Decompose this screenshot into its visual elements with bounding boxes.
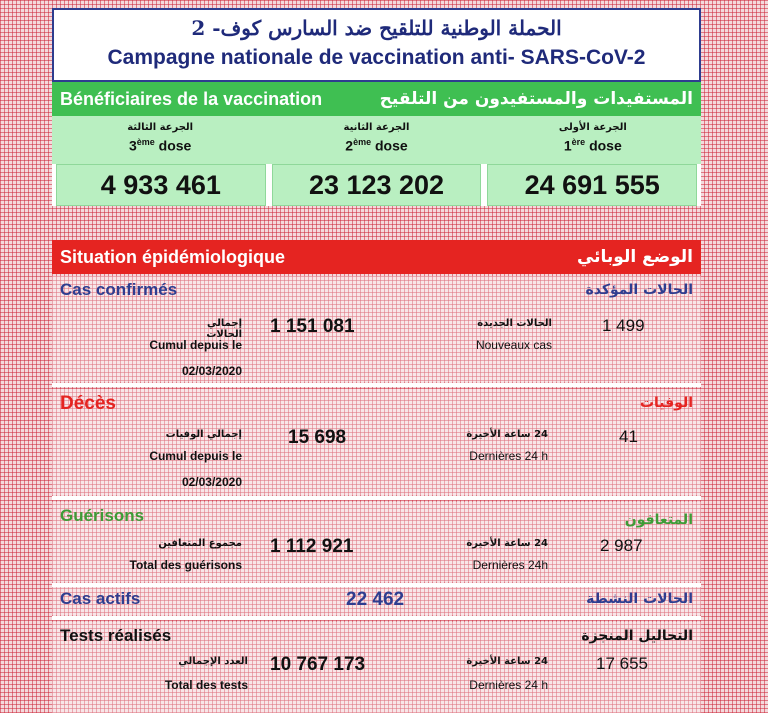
dose-3-word: dose xyxy=(158,137,192,154)
active-value: 22 462 xyxy=(346,589,405,610)
confirmed-new-label-fr: Nouveaux cas xyxy=(475,338,552,352)
tests-total-value: 10 767 173 xyxy=(270,654,366,675)
dose-3-header xyxy=(52,116,268,164)
dose-3-sup: ème xyxy=(136,137,155,147)
confirmed-cumul-label: Cumul depuis le xyxy=(149,338,242,352)
recovered-last-label-fr: Dernières 24h xyxy=(472,558,548,572)
divider xyxy=(52,383,701,387)
deaths-last-value: 41 xyxy=(619,427,638,446)
recovered-total-label-fr: Total des guérisons xyxy=(129,558,242,572)
dose-1-label-ar: الجرعة الأولى xyxy=(558,122,627,133)
recovered-total-label-ar: مجموع المتعافين xyxy=(158,538,242,549)
tests-section xyxy=(52,622,701,713)
dose-1-value: 24 691 555 xyxy=(487,164,697,206)
deaths-section xyxy=(52,389,701,495)
dose-2-sup: ème xyxy=(353,137,372,147)
confirmed-section xyxy=(52,276,701,382)
divider xyxy=(52,616,701,620)
campaign-title-fr: Campagne nationale de vaccination anti- SARS-CoV-2 xyxy=(107,46,646,69)
deaths-title-fr: Décès xyxy=(60,393,116,414)
confirmed-date: 02/03/2020 xyxy=(181,364,242,378)
deaths-last-label-fr: Dernières 24 h xyxy=(469,449,548,463)
epi-label-fr: Situation épidémiologique xyxy=(60,246,285,267)
dose-1-num: 1 xyxy=(563,137,572,154)
deaths-last-label-ar: 24 ساعة الأخيرة xyxy=(466,429,548,440)
confirmed-new-value: 1 499 xyxy=(602,316,645,335)
dose-headers xyxy=(52,116,701,164)
tests-title-ar: التحاليل المنجزة xyxy=(581,628,693,644)
dose-2-value: 23 123 202 xyxy=(272,164,482,206)
dose-1-header xyxy=(485,116,701,164)
dose-2-num: 2 xyxy=(345,137,354,154)
deaths-total-value: 15 698 xyxy=(288,427,347,448)
dose-3-value: 4 933 461 xyxy=(56,164,266,206)
recovered-total-value: 1 112 921 xyxy=(270,536,354,557)
tests-total-label-fr: Total des tests xyxy=(164,678,248,692)
dose-2-header xyxy=(268,116,484,164)
deaths-date: 02/03/2020 xyxy=(181,475,242,489)
beneficiaries-band xyxy=(52,82,701,116)
epi-band xyxy=(52,240,701,274)
dose-3-num: 3 xyxy=(128,137,137,154)
tests-total-label-ar: العدد الإجمالي xyxy=(178,656,248,667)
campaign-header xyxy=(52,8,701,82)
divider xyxy=(52,496,701,500)
dose-3-label-ar: الجرعة الثالثة xyxy=(127,122,194,133)
campaign-title-ar: الحملة الوطنية للتلقيح ضد السارس كوف- 2 xyxy=(191,16,562,40)
deaths-total-label-ar: إجمالي الوفيات xyxy=(165,429,242,440)
recovered-title-fr: Guérisons xyxy=(60,506,145,525)
tests-last-label-fr: Dernières 24 h xyxy=(469,678,548,692)
dose-1-word: dose xyxy=(589,137,622,154)
active-section xyxy=(52,587,701,615)
recovered-last-label-ar: 24 ساعة الأخيرة xyxy=(466,538,548,549)
active-title-fr: Cas actifs xyxy=(60,589,141,608)
recovered-section xyxy=(52,502,701,582)
dose-2-label-ar: الجرعة الثانية xyxy=(343,122,410,133)
beneficiaries-label-fr: Bénéficiaires de la vaccination xyxy=(60,88,323,109)
tests-last-label-ar: 24 ساعة الأخيرة xyxy=(466,656,548,667)
confirmed-title-fr: Cas confirmés xyxy=(60,280,178,299)
tests-last-value: 17 655 xyxy=(596,654,648,673)
confirmed-total-label-ar: إجمالي الحالات xyxy=(206,318,242,340)
confirmed-new-label-ar: الحالات الجديدة xyxy=(477,318,552,329)
active-title-ar: الحالات النشطة xyxy=(586,591,693,607)
dose-2-word: dose xyxy=(375,137,408,154)
deaths-cumul-label: Cumul depuis le xyxy=(149,449,242,463)
deaths-title-ar: الوفيات xyxy=(639,395,693,411)
epi-label-ar: الوضع الوبائي xyxy=(576,247,693,267)
dose-values xyxy=(52,164,701,206)
recovered-title-ar: المتعافون xyxy=(624,512,693,528)
tests-title-fr: Tests réalisés xyxy=(60,626,172,645)
confirmed-total-value: 1 151 081 xyxy=(270,316,355,337)
beneficiaries-label-ar: المستفيدات والمستفيدون من التلقيح xyxy=(379,89,693,109)
recovered-last-value: 2 987 xyxy=(600,536,643,555)
dose-1-sup: ère xyxy=(571,137,586,147)
confirmed-title-ar: الحالات المؤكدة xyxy=(585,282,693,298)
